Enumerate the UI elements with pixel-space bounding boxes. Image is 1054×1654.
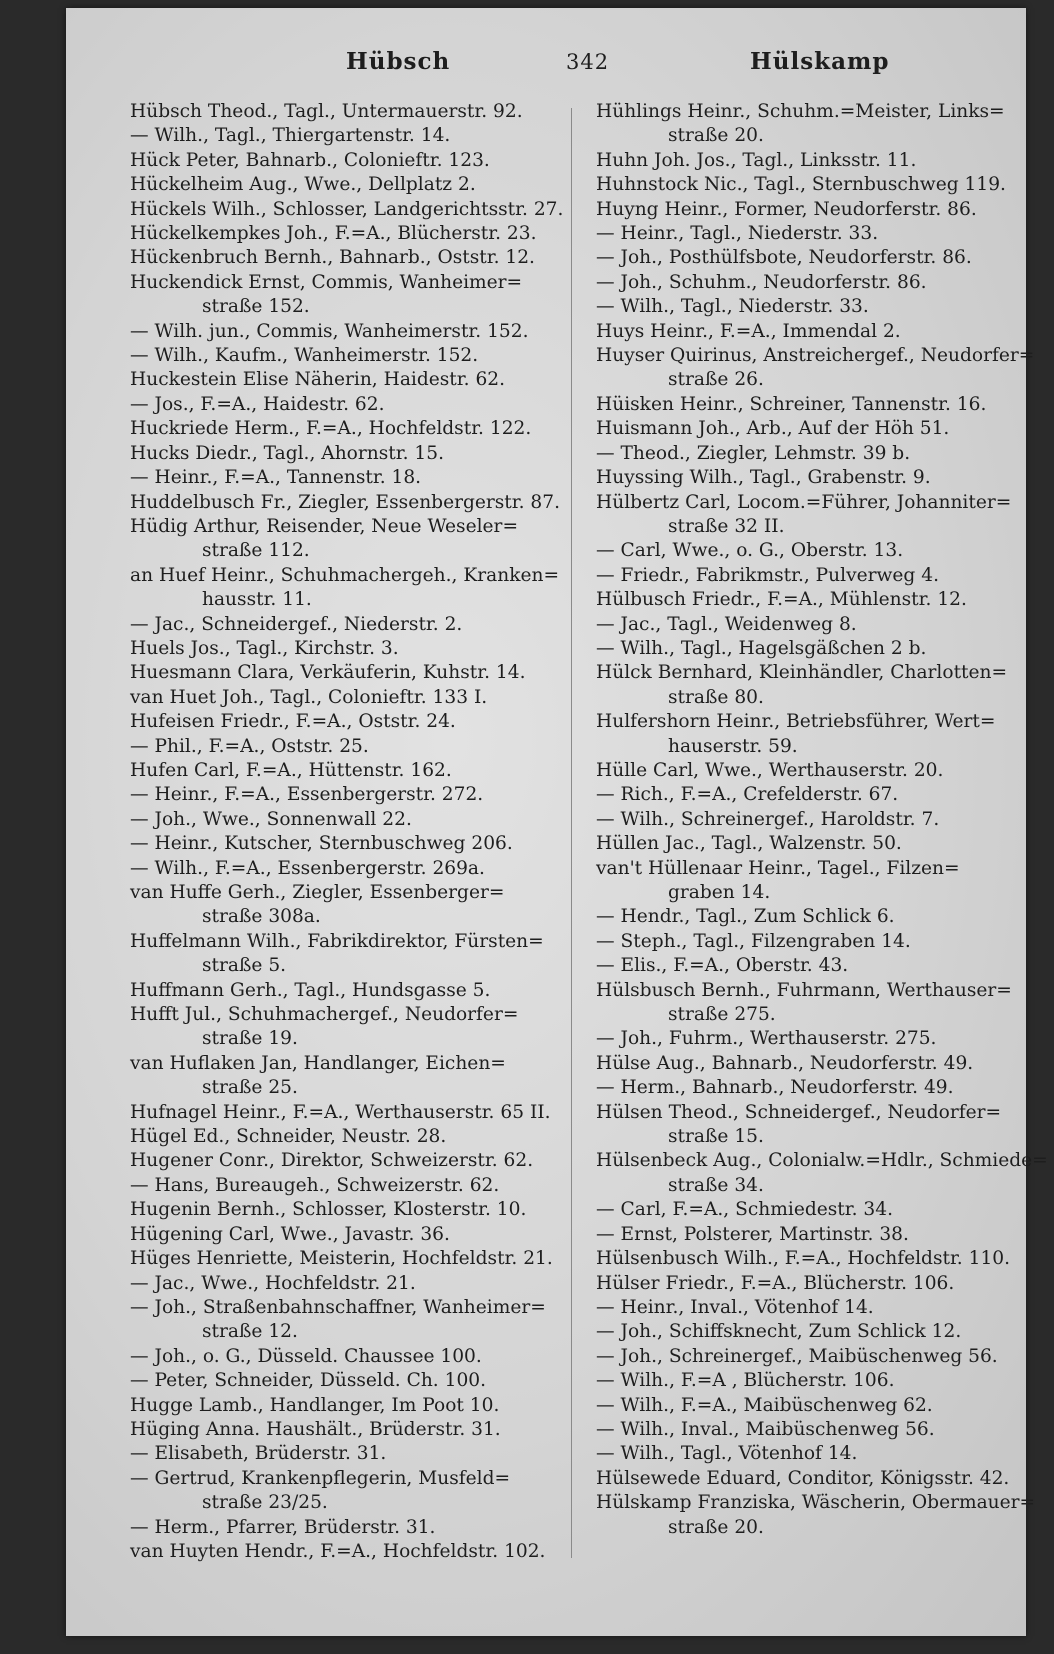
directory-entry: Hüges Henriette, Meisterin, Hochfeldstr. 21.: [130, 1248, 553, 1270]
directory-entry: Hühlings Heinr., Schuhm.=Meister, Links=: [596, 101, 1005, 122]
directory-entry: — Heinr., F.=A., Tannenstr. 18.: [130, 467, 422, 489]
directory-entry: Huismann Joh., Arb., Auf der Höh 51.: [596, 418, 950, 440]
entry-continuation: straße 20.: [668, 1516, 764, 1538]
directory-entry: Hülsenbusch Wilh., F.=A., Hochfeldstr. 110.: [596, 1248, 1011, 1270]
directory-entry: Hügening Carl, Wwe., Javastr. 36.: [130, 1223, 450, 1245]
directory-entry: van Huet Joh., Tagl., Colonieftr. 133 I.: [130, 686, 488, 708]
entry-continuation: hauserstr. 59.: [668, 735, 798, 757]
entry-continuation: straße 80.: [668, 686, 764, 708]
directory-entry: Hülsbusch Bernh., Fuhrmann, Werthauser=: [596, 979, 1012, 1001]
directory-entry: — Herm., Pfarrer, Brüderstr. 31.: [130, 1516, 436, 1538]
directory-entry: Huhnstock Nic., Tagl., Sternbuschweg 119.: [596, 174, 1006, 196]
directory-entry: — Wilh., Tagl., Hagelsgäßchen 2 b.: [596, 637, 927, 659]
left-column: [130, 100, 566, 1564]
directory-entry: — Hans, Bureaugeh., Schweizerstr. 62.: [130, 1174, 500, 1196]
directory-entry: Hülskamp Franziska, Wäscherin, Obermauer=: [596, 1492, 1036, 1514]
directory-entry: Hufnagel Heinr., F.=A., Werthauserstr. 65 II.: [130, 1101, 551, 1123]
directory-entry: — Joh., Posthülfsbote, Neudorferstr. 86.: [596, 247, 972, 269]
directory-entry: Hulfershorn Heinr., Betriebsführer, Wert=: [596, 711, 996, 733]
directory-entry: — Elis., F.=A., Oberstr. 43.: [596, 955, 849, 977]
directory-entry: Hufeisen Friedr., F.=A., Oststr. 24.: [130, 711, 456, 733]
entry-continuation: straße 12.: [202, 1321, 298, 1343]
directory-entry: Hüging Anna. Haushält., Brüderstr. 31.: [130, 1418, 501, 1440]
directory-entry: Huels Jos., Tagl., Kirchstr. 3.: [130, 637, 399, 659]
directory-entry: — Joh., o. G., Düsseld. Chaussee 100.: [130, 1345, 482, 1367]
column-divider: [571, 108, 572, 1558]
entry-continuation: straße 26.: [668, 369, 764, 391]
directory-page: [66, 8, 1048, 1636]
directory-entry: — Heinr., Kutscher, Sternbuschweg 206.: [130, 833, 513, 855]
entry-continuation: straße 20.: [668, 125, 764, 147]
directory-entry: — Joh., Wwe., Sonnenwall 22.: [130, 808, 412, 830]
directory-entry: van Huffe Gerh., Ziegler, Essenberger=: [130, 882, 505, 903]
directory-entry: Huckestein Elise Näherin, Haidestr. 62.: [130, 369, 506, 391]
directory-entry: van Huflaken Jan, Handlanger, Eichen=: [130, 1052, 506, 1074]
directory-entry: Huffelmann Wilh., Fabrikdirektor, Fürsten=: [130, 930, 544, 952]
directory-entry: Huys Heinr., F.=A., Immendal 2.: [596, 320, 901, 342]
entry-continuation: straße 23/25.: [202, 1492, 328, 1514]
directory-entry: — Steph., Tagl., Filzengraben 14.: [596, 930, 911, 952]
entry-continuation: straße 34.: [668, 1174, 764, 1196]
directory-entry: — Joh., Schreinergef., Maibüschenweg 56.: [596, 1345, 998, 1367]
directory-entry: — Ernst, Polsterer, Martinstr. 38.: [596, 1223, 909, 1245]
directory-entry: Huyssing Wilh., Tagl., Grabenstr. 9.: [596, 467, 931, 489]
directory-entry: — Phil., F.=A., Oststr. 25.: [130, 735, 369, 757]
directory-entry: — Carl, Wwe., o. G., Oberstr. 13.: [596, 540, 904, 562]
page-number: 342: [566, 50, 610, 74]
directory-entry: Hügel Ed., Schneider, Neustr. 28.: [130, 1126, 447, 1148]
directory-entry: an Huef Heinr., Schuhmachergeh., Kranken=: [130, 564, 560, 586]
directory-entry: Hülsenbeck Aug., Colonialw.=Hdlr., Schmiede=: [596, 1150, 1048, 1172]
directory-entry: Hufft Jul., Schuhmachergef., Neudorfer=: [130, 1004, 519, 1026]
directory-entry: — Heinr., Inval., Vötenhof 14.: [596, 1296, 874, 1318]
directory-entry: Hufen Carl, F.=A., Hüttenstr. 162.: [130, 759, 452, 781]
directory-entry: — Theod., Ziegler, Lehmstr. 39 b.: [596, 442, 911, 464]
directory-entry: Hückelkempkes Joh., F.=A., Blücherstr. 23.: [130, 223, 537, 245]
right-guide-word: Hülskamp: [750, 48, 890, 75]
directory-entry: Huyng Heinr., Former, Neudorferstr. 86.: [596, 198, 977, 220]
directory-entry: Hugenin Bernh., Schlosser, Klosterstr. 10.: [130, 1199, 527, 1221]
directory-entry: — Hendr., Tagl., Zum Schlick 6.: [596, 906, 895, 928]
entry-continuation: straße 32 II.: [668, 515, 785, 537]
entry-continuation: straße 275.: [668, 1004, 776, 1026]
directory-entry: — Peter, Schneider, Düsseld. Ch. 100.: [130, 1370, 487, 1392]
directory-entry: — Rich., F.=A., Crefelderstr. 67.: [596, 784, 899, 806]
directory-entry: — Jac., Wwe., Hochfeldstr. 21.: [130, 1272, 416, 1294]
entry-continuation: straße 308a.: [202, 906, 321, 928]
entry-continuation: straße 152.: [202, 296, 310, 318]
entry-continuation: straße 15.: [668, 1126, 764, 1148]
directory-entry: — Wilh. jun., Commis, Wanheimerstr. 152.: [130, 320, 529, 342]
directory-entry: — Wilh., Kaufm., Wanheimerstr. 152.: [130, 345, 479, 367]
directory-entry: — Jac., Tagl., Weidenweg 8.: [596, 613, 857, 635]
directory-entry: — Elisabeth, Brüderstr. 31.: [130, 1443, 387, 1465]
directory-entry: Hülbusch Friedr., F.=A., Mühlenstr. 12.: [596, 589, 967, 611]
entry-continuation: straße 112.: [202, 540, 310, 562]
directory-entry: — Wilh., Tagl., Vötenhof 14.: [596, 1443, 858, 1465]
directory-entry: Huckriede Herm., F.=A., Hochfeldstr. 122.: [130, 418, 532, 440]
directory-entry: — Carl, F.=A., Schmiedestr. 34.: [596, 1199, 893, 1221]
directory-entry: Hugge Lamb., Handlanger, Im Poot 10.: [130, 1394, 500, 1416]
directory-entry: — Jos., F.=A., Haidestr. 62.: [130, 393, 385, 415]
directory-entry: — Wilh., F.=A , Blücherstr. 106.: [596, 1370, 895, 1392]
directory-entry: — Heinr., Tagl., Niederstr. 33.: [596, 223, 879, 245]
directory-entry: — Herm., Bahnarb., Neudorferstr. 49.: [596, 1077, 954, 1099]
directory-entry: Hüdig Arthur, Reisender, Neue Weseler=: [130, 515, 519, 537]
directory-entry: — Friedr., Fabrikmstr., Pulverweg 4.: [596, 564, 939, 586]
directory-entry: Hüisken Heinr., Schreiner, Tannenstr. 16.: [596, 393, 987, 415]
right-column: [596, 100, 1048, 1540]
page-header: [66, 48, 1026, 88]
directory-entry: Hülsen Theod., Schneidergef., Neudorfer=: [596, 1101, 1002, 1123]
directory-entry: van Huyten Hendr., F.=A., Hochfeldstr. 102.: [130, 1540, 546, 1562]
entry-continuation: straße 25.: [202, 1077, 298, 1099]
directory-entry: — Wilh., Inval., Maibüschenweg 56.: [596, 1418, 935, 1440]
directory-entry: Huffmann Gerh., Tagl., Hundsgasse 5.: [130, 979, 491, 1001]
directory-entry: — Gertrud, Krankenpflegerin, Musfeld=: [130, 1467, 511, 1489]
directory-entry: — Jac., Schneidergef., Niederstr. 2.: [130, 613, 463, 635]
entry-continuation: hausstr. 11.: [202, 589, 312, 611]
directory-entry: Hülsewede Eduard, Conditor, Königsstr. 42.: [596, 1467, 1010, 1489]
directory-entry: — Heinr., F.=A., Essenbergerstr. 272.: [130, 784, 484, 806]
directory-entry: Huddelbusch Fr., Ziegler, Essenbergerstr. 87.: [130, 491, 561, 513]
directory-entry: — Wilh., Tagl., Thiergartenstr. 14.: [130, 125, 451, 147]
directory-entry: Hübsch Theod., Tagl., Untermauerstr. 92.: [130, 101, 523, 122]
directory-entry: — Joh., Schuhm., Neudorferstr. 86.: [596, 271, 927, 293]
directory-entry: Hucks Diedr., Tagl., Ahornstr. 15.: [130, 442, 444, 464]
directory-entry: — Joh., Fuhrm., Werthauserstr. 275.: [596, 1028, 937, 1050]
left-guide-word: Hübsch: [346, 48, 451, 75]
directory-entry: — Joh., Schiffsknecht, Zum Schlick 12.: [596, 1321, 962, 1343]
directory-entry: Hugener Conr., Direktor, Schweizerstr. 62.: [130, 1150, 534, 1172]
directory-entry: Hückels Wilh., Schlosser, Landgerichtsstr. 27.: [130, 198, 564, 220]
directory-entry: Hückenbruch Bernh., Bahnarb., Oststr. 12.: [130, 247, 535, 269]
directory-entry: Hülbertz Carl, Locom.=Führer, Johanniter=: [596, 491, 1012, 513]
directory-entry: Hülle Carl, Wwe., Werthauserstr. 20.: [596, 759, 944, 781]
directory-entry: van't Hüllenaar Heinr., Tagel., Filzen=: [596, 857, 960, 879]
directory-entry: — Wilh., F.=A., Essenbergerstr. 269a.: [130, 857, 485, 879]
directory-entry: Huyser Quirinus, Anstreichergef., Neudorfer=: [596, 345, 1035, 367]
directory-entry: Huckendick Ernst, Commis, Wanheimer=: [130, 271, 523, 293]
entry-continuation: straße 5.: [202, 955, 287, 977]
entry-continuation: graben 14.: [668, 882, 771, 903]
directory-entry: — Wilh., F.=A., Maibüschenweg 62.: [596, 1394, 933, 1416]
directory-entry: Huhn Joh. Jos., Tagl., Linksstr. 11.: [596, 149, 917, 171]
directory-entry: Hülse Aug., Bahnarb., Neudorferstr. 49.: [596, 1052, 974, 1074]
directory-entry: Hückelheim Aug., Wwe., Dellplatz 2.: [130, 174, 476, 196]
directory-entry: Huesmann Clara, Verkäuferin, Kuhstr. 14.: [130, 662, 526, 684]
directory-entry: Hülck Bernhard, Kleinhändler, Charlotten=: [596, 662, 1008, 684]
directory-entry: Hück Peter, Bahnarb., Colonieftr. 123.: [130, 149, 490, 171]
directory-entry: — Joh., Straßenbahnschaffner, Wanheimer=: [130, 1296, 546, 1318]
directory-entry: — Wilh., Tagl., Niederstr. 33.: [596, 296, 869, 318]
entry-continuation: straße 19.: [202, 1028, 298, 1050]
directory-entry: — Wilh., Schreinergef., Haroldstr. 7.: [596, 808, 940, 830]
directory-entry: Hülser Friedr., F.=A., Blücherstr. 106.: [596, 1272, 955, 1294]
directory-entry: Hüllen Jac., Tagl., Walzenstr. 50.: [596, 833, 902, 855]
